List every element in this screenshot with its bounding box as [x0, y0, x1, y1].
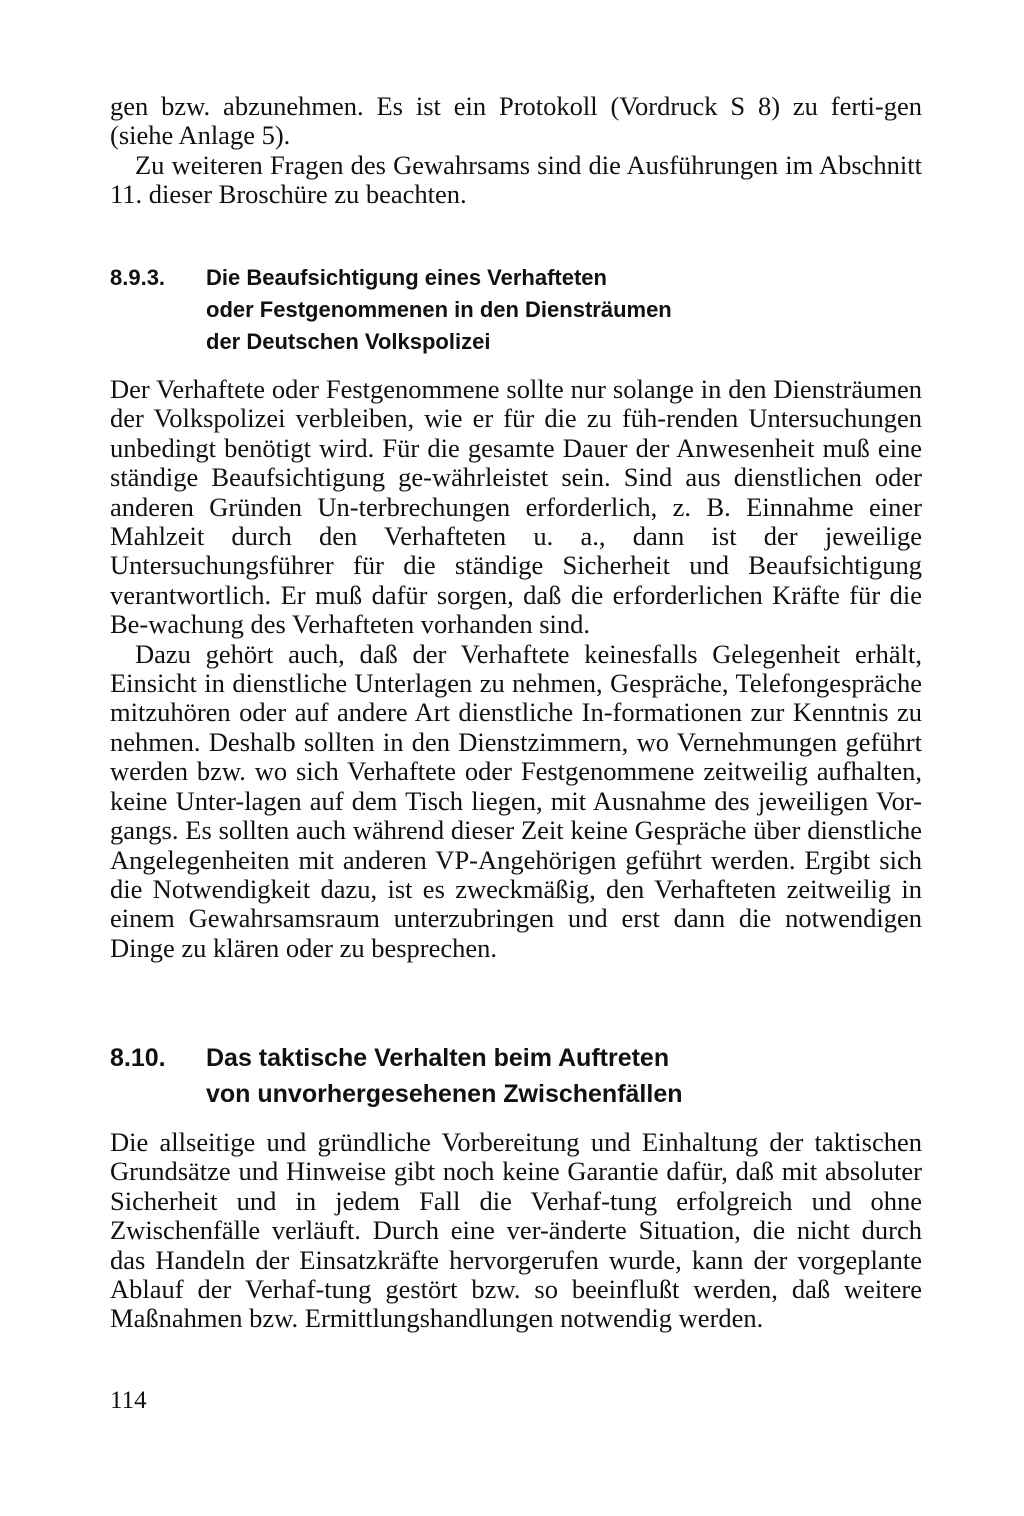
section-title-line: der Deutschen Volkspolizei: [206, 329, 491, 354]
section-title-line: oder Festgenommenen in den Diensträumen: [206, 297, 672, 322]
intro-text: [110, 92, 922, 210]
body-paragraph: Dazu gehört auch, daß der Verhaftete keinesfalls Gelegenheit erhält, Einsicht in dienstliche Unterlagen zu nehmen, Gespräche, Telefongespräche mitzuhören oder auf andere Art dienstliche In-formationen zur Kenntnis zu nehmen. Deshalb sollten in den Dienstzimmern, wo Vernehmungen geführt werden bzw. wo sich Verhaftete oder Festgenommene zeitweilig aufhalten, keine Unter-lagen auf dem Tisch liegen, mit Ausnahme des jeweiligen Vor-gangs. Es sollten auch während dieser Zeit keine Gespräche über dienstliche Angelegenheiten mit anderen VP-Angehörigen geführt werden. Ergibt sich die Notwendigkeit dazu, ist es zweckmäßig, den Verhafteten zeitweilig in einem Gewahrsamsraum unterzubringen und erst dann die notwendigen Dinge zu klären oder zu besprechen.: [110, 638, 922, 963]
page-number: 114: [110, 1387, 147, 1414]
section-number: 8.9.3.: [110, 265, 166, 290]
section-title: [206, 262, 672, 358]
body-paragraph: Die allseitige und gründliche Vorbereitung und Einhaltung der taktischen Grundsätze und Hinweise gibt noch keine Garantie dafür, daß mit absoluter Sicherheit und in jedem Fall die Verhaf-tung erfolgreich und ohne Zwischenfälle verläuft. Durch eine ver-änderte Situation, die nicht durch das Handeln der Einsatzkräfte hervorgerufen wurde, kann der vorgeplante Ablauf der Verhaf-tung gestört bzw. so beeinflußt werden, daß weitere Maßnahmen bzw. Ermittlungshandlungen notwendig werden.: [110, 1127, 922, 1334]
body-paragraph: Der Verhaftete oder Festgenommene sollte nur solange in den Diensträumen der Volkspolizei verbleiben, wie er für die zu füh-renden Untersuchungen unbedingt benötigt wird. Für die gesamte Dauer der Anwesenheit muß eine ständige Beaufsichtigung ge-währleistet sein. Sind aus dienstlichen oder anderen Gründen Un-terbrechungen erforderlich, z. B. Einnahme einer Mahlzeit durch den Verhafteten u. a., dann ist der jeweilige Untersuchungsführer für die ständige Sicherheit und Beaufsichtigung verantwortlich. Er muß dafür sorgen, daß die erforderlichen Kräfte für die Be-wachung des Verhafteten vorhanden sind.: [110, 374, 922, 640]
section-8-9-3-body: [110, 375, 922, 963]
section-8-10-body: [110, 1128, 922, 1334]
intro-paragraph-1: gen bzw. abzunehmen. Es ist ein Protokoll (Vordruck S 8) zu ferti-gen (siehe Anlage 5).: [110, 91, 922, 151]
section-title-line: Das taktische Verhalten beim Auftreten: [206, 1044, 670, 1072]
intro-paragraph-2: Zu weiteren Fragen des Gewahrsams sind die Ausführungen im Abschnitt 11. dieser Broschüre zu beachten.: [110, 149, 922, 210]
section-title: [206, 1040, 683, 1112]
section-title-line: Die Beaufsichtigung eines Verhafteten: [206, 265, 607, 290]
section-title-line: von unvorhergesehenen Zwischenfällen: [206, 1080, 683, 1108]
section-number: 8.10.: [110, 1044, 166, 1072]
